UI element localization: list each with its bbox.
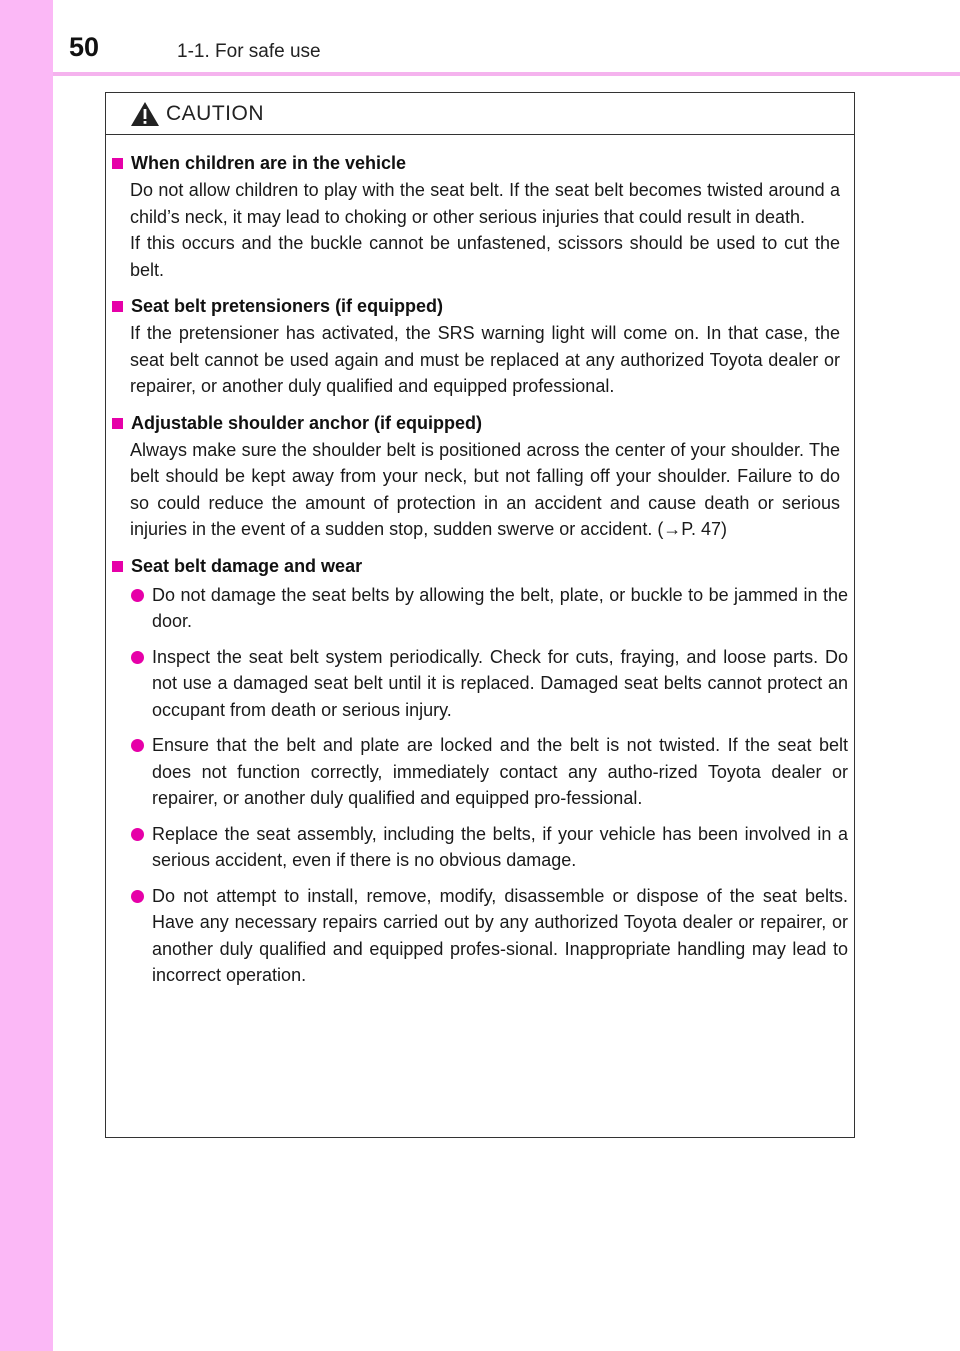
header-color-tab (0, 0, 53, 72)
list-item-text: Ensure that the belt and plate are locked and the belt is not twisted. If the seat belt does not function correctly, immediately contact any autho-rized Toyota dealer or repairer, or another duly qualified and equipped pro-fessional. (152, 735, 848, 808)
caution-section (106, 552, 854, 989)
caution-header (106, 93, 854, 135)
list-item (106, 582, 848, 635)
square-bullet-icon (112, 158, 123, 169)
square-bullet-icon (112, 301, 123, 312)
section-heading (106, 409, 854, 437)
list-item-text: Do not attempt to install, remove, modify, disassemble or dispose of the seat belts. Have any necessary repairs carried out by any authorized Toyota dealer or repairer, or another duly qualified and equipped profes-sional. Inappropriate handling may lead to incorrect operation. (152, 885, 848, 985)
section-title: 1-1. For safe use (177, 41, 321, 62)
circle-bullet-icon (131, 651, 144, 664)
caution-section (106, 409, 854, 543)
section-heading-text: Seat belt pretensioners (if equipped) (131, 296, 444, 316)
section-heading (106, 149, 854, 177)
body-paragraph: If the pretensioner has activated, the SRS warning light will come on. In that case, the seat belt cannot be used again and must be replaced at any authorized Toyota dealer or repairer, or another duly qualified and equipped professional. (130, 323, 840, 396)
body-paragraph: Always make sure the shoulder belt is positioned across the center of your shoulder. The belt should be kept away from your neck, but not falling off your shoulder. Failure to do so could reduce the amount of protection in an accident and cause death or serious injuries in the event of a sudden stop, sudden swerve or accident. (→P. 47) (130, 439, 840, 539)
section-heading-text: Adjustable shoulder anchor (if equipped) (131, 412, 483, 433)
warning-triangle-icon (130, 101, 160, 127)
body-paragraph: Do not allow children to play with the seat belt. If the seat belt becomes twisted around a child’s neck, it may lead to choking or other serious injuries that could result in death. (130, 180, 840, 227)
caution-section (106, 292, 854, 400)
circle-bullet-icon (131, 890, 144, 903)
section-heading-text: When children are in the vehicle (131, 153, 407, 173)
list-item-text: Replace the seat assembly, including the belts, if your vehicle has been involved in a serious accident, even if there is no obvious damage. (152, 823, 848, 870)
side-color-band (0, 0, 53, 1351)
page-header (0, 0, 960, 72)
header-divider (53, 72, 960, 76)
caution-label: CAUTION (166, 102, 264, 125)
section-heading (106, 292, 854, 320)
list-item-text: Do not damage the seat belts by allowing the belt, plate, or buckle to be jammed in the door. (152, 584, 848, 631)
list-item-text: Inspect the seat belt system periodically. Check for cuts, fraying, and loose parts. Do not use a damaged seat belt until it is replaced. Damaged seat belts cannot protect an occupant from death or serious injury. (152, 646, 848, 720)
caution-section (106, 149, 854, 283)
body-paragraph: If this occurs and the buckle cannot be unfastened, scissors should be used to cut the belt. (130, 233, 840, 280)
list-item (106, 821, 848, 874)
square-bullet-icon (112, 418, 123, 429)
section-heading-text: Seat belt damage and wear (131, 555, 363, 576)
square-bullet-icon (112, 561, 123, 572)
page-number: 50 (69, 32, 100, 62)
list-item (106, 644, 848, 724)
circle-bullet-icon (131, 828, 144, 841)
list-item (106, 883, 848, 989)
list-item (106, 732, 848, 812)
circle-bullet-icon (131, 589, 144, 602)
circle-bullet-icon (131, 739, 144, 752)
caution-content (106, 149, 854, 998)
section-heading (106, 552, 854, 580)
caution-box (105, 92, 855, 1138)
